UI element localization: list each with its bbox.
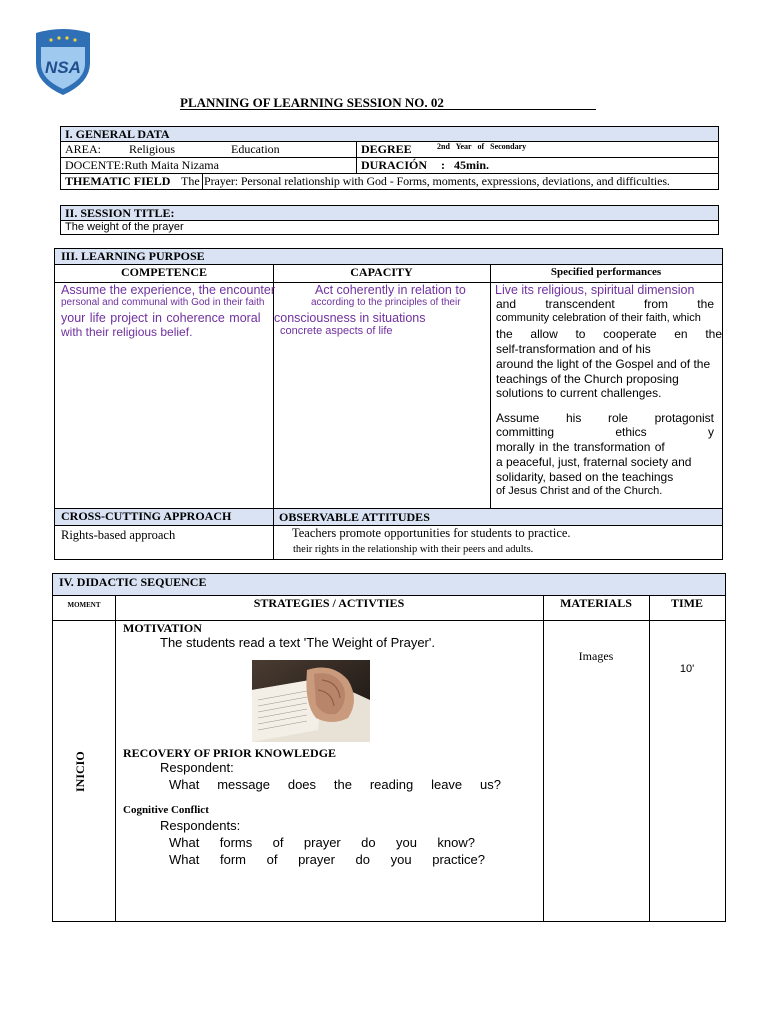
- school-logo: [33, 27, 93, 97]
- thematic-the: The: [181, 174, 200, 188]
- didactic-sequence-table: [52, 573, 726, 922]
- duracion-label: DURACIÓN: [361, 158, 427, 172]
- motivation-text: The students read a text 'The Weight of Prayer'.: [160, 635, 435, 650]
- conflict-question-2: What form of prayer do you practice?: [169, 852, 485, 867]
- degree-value: 2nd Year of Secondary: [437, 142, 527, 151]
- degree-label: DEGREE: [361, 142, 412, 156]
- col-competence: COMPETENCE: [120, 265, 207, 279]
- cross-cutting-value: Rights-based approach: [61, 528, 176, 542]
- session-title-table: [60, 205, 719, 235]
- col-performances: Specified performances: [550, 266, 662, 278]
- page-title: PLANNING OF LEARNING SESSION NO. 02: [180, 95, 444, 110]
- recovery-question: What message does the reading leave us?: [169, 777, 501, 792]
- performance-text: morally in the transformation of: [496, 440, 665, 454]
- performance-text: Assume his role protagonist: [496, 411, 714, 425]
- learning-purpose-table: [54, 248, 723, 560]
- general-data-table: [60, 126, 719, 190]
- prayer-image: [252, 660, 370, 742]
- conflict-question-1: What forms of prayer do you know?: [169, 835, 475, 850]
- capacity-line-2: according to the principles of their: [311, 297, 461, 308]
- conflict-label: Cognitive Conflict: [123, 804, 209, 816]
- performance-text: solidarity, based on the teachings: [496, 470, 674, 484]
- logo-letters: NSA: [45, 58, 81, 77]
- time-value: 10': [679, 663, 695, 675]
- docente-value: DOCENTE:Ruth Maita Nizama: [65, 158, 219, 172]
- performance-text: the allow to cooperate en the: [496, 327, 722, 341]
- performance-text: self-transformation and of his: [496, 342, 651, 356]
- col-time: TIME: [670, 596, 703, 610]
- area-value-1: Religious: [129, 142, 176, 156]
- performance-text: teachings of the Church proposing: [496, 372, 679, 386]
- thematic-label: THEMATIC FIELD: [65, 174, 171, 188]
- duracion-value: 45min.: [454, 158, 490, 172]
- moment-label: INICIO: [73, 751, 87, 792]
- performance-text: committing ethics y: [496, 425, 714, 439]
- capacity-line-1: Act coherently in relation to: [315, 283, 466, 297]
- observable-attitudes-header: OBSERVABLE ATTITUDES: [274, 509, 722, 525]
- observable-line-1: Teachers promote opportunities for students to practice.: [292, 526, 571, 540]
- col-strategies: STRATEGIES / ACTIVTIES: [253, 596, 405, 610]
- col-moment: MOMENT: [67, 601, 101, 609]
- col-materials: MATERIALS: [560, 596, 632, 610]
- col-capacity: CAPACITY: [350, 265, 413, 279]
- conflict-text: Respondents:: [160, 818, 241, 833]
- motivation-label: MOTIVATION: [123, 621, 202, 635]
- performance-text: of Jesus Christ and of the Church.: [496, 485, 663, 497]
- competence-line-1: Assume the experience, the encounter: [61, 283, 276, 297]
- performance-text: and transcendent from the: [496, 297, 714, 311]
- materials-value: Images: [578, 649, 614, 663]
- didactic-sequence-header: IV. DIDACTIC SEQUENCE: [53, 574, 725, 595]
- capacity-line-3: consciousness in situations: [274, 311, 426, 325]
- competence-line-4: with their religious belief.: [61, 325, 193, 339]
- performance-text: solutions to current challenges.: [496, 386, 662, 400]
- area-label: AREA:: [65, 142, 101, 156]
- thematic-value: Prayer: Personal relationship with God - Forms, moments, expressions, deviations, and difficulties.: [204, 174, 670, 188]
- performance-line-1: Live its religious, spiritual dimension: [495, 283, 695, 297]
- recovery-label: RECOVERY OF PRIOR KNOWLEDGE: [123, 746, 337, 760]
- competence-line-2: personal and communal with God in their faith: [61, 297, 265, 308]
- shield-icon: [33, 27, 93, 97]
- recovery-text: Respondent:: [160, 760, 234, 775]
- capacity-line-4: concrete aspects of life: [280, 325, 393, 337]
- learning-purpose-header: III. LEARNING PURPOSE: [55, 249, 722, 264]
- performance-text: community celebration of their faith, which: [496, 312, 701, 324]
- area-value-2: Education: [231, 142, 280, 156]
- general-data-header: I. GENERAL DATA: [61, 127, 718, 141]
- observable-line-2: their rights in the relationship with their peers and adults.: [293, 544, 534, 555]
- cross-cutting-header: CROSS-CUTTING APPROACH: [55, 509, 273, 525]
- performance-text: around the light of the Gospel and of the: [496, 357, 711, 371]
- performance-text: a peaceful, just, fraternal society and: [496, 455, 692, 469]
- duracion-colon: :: [441, 158, 445, 172]
- competence-line-3: your life project in coherence moral: [61, 311, 261, 325]
- title-underline: [180, 109, 596, 110]
- session-title-header: II. SESSION TITLE:: [61, 206, 718, 220]
- session-title-value: The weight of the prayer: [65, 221, 184, 233]
